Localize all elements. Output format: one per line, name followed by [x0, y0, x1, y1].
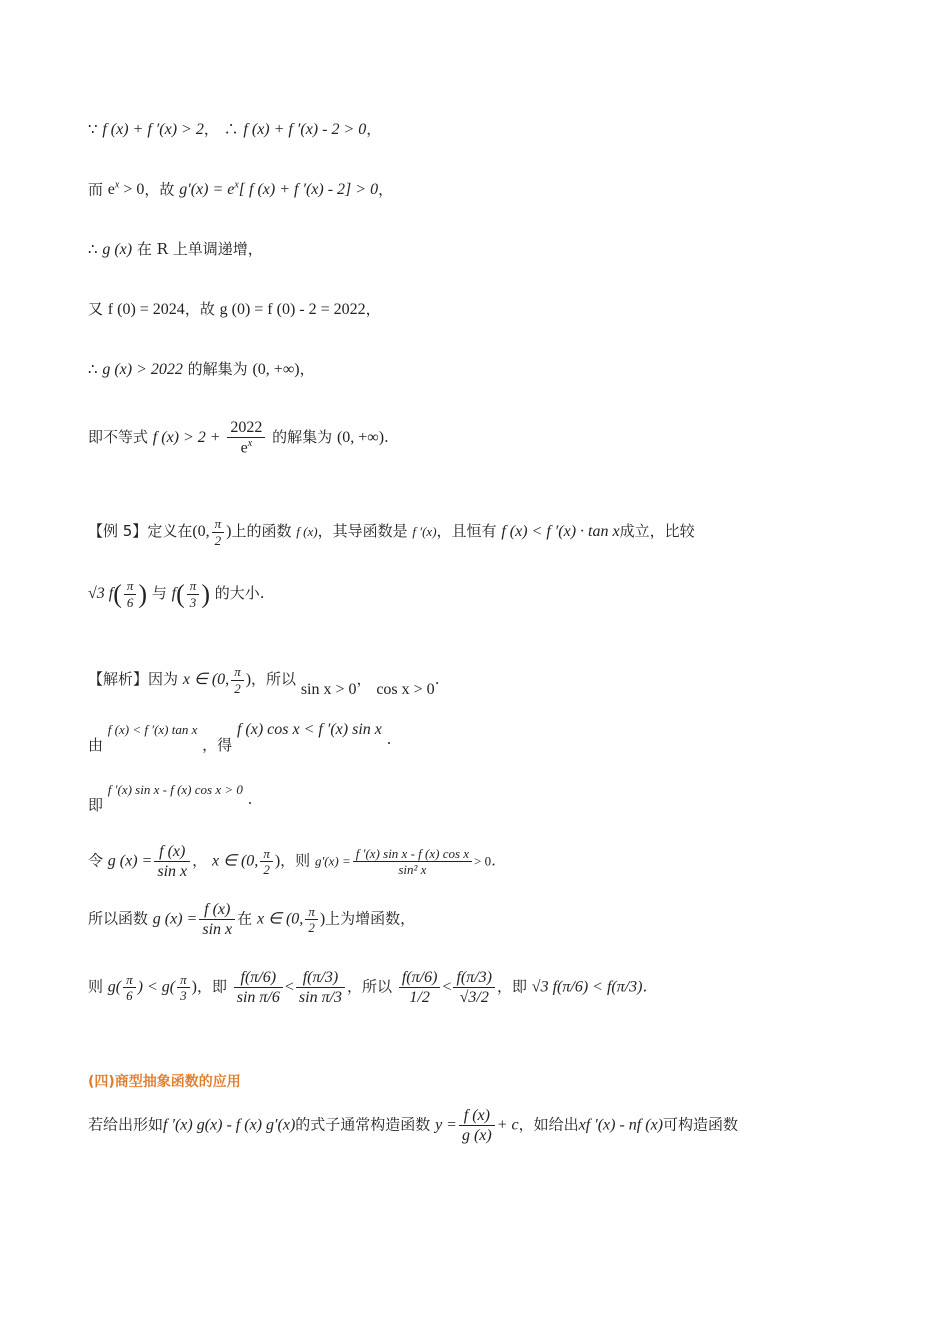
fraction: $\frac{\pi}{2}$: [305, 904, 318, 936]
fraction: $\frac{\pi}{3}$: [177, 972, 190, 1004]
text-line-4: [88, 300, 381, 319]
fraction: $\frac{\pi}{6}$: [124, 578, 137, 610]
math-expression: √3 f(π/6) < f(π/3): [531, 978, 643, 996]
math-expression: f ′(x) g(x) - f (x) g′(x): [163, 1116, 296, 1134]
text-line-1: [88, 120, 381, 139]
text: ，且恒有: [436, 522, 497, 541]
punctuation: ，: [378, 180, 394, 199]
math-expression: ): [226, 523, 232, 541]
math-expression: (0, +∞): [336, 428, 385, 446]
math-expression: g (x) > 2022: [102, 361, 183, 378]
fraction: $\frac{\text{f ′(x) sin x - f (x) cos x}}{\text{sin² x}}$: [353, 846, 472, 878]
solution-line-2: [88, 720, 392, 754]
text: ，其导函数是: [317, 522, 408, 541]
math-expression: f (x) > 2 +: [152, 428, 221, 446]
fraction: $\frac{\pi}{6}$: [123, 972, 136, 1004]
math-expression: (0, +∞): [252, 361, 300, 378]
text: 可构造函数: [663, 1115, 739, 1134]
math-expression: ): [245, 671, 252, 689]
text: 的式子通常构造函数: [295, 1115, 431, 1134]
text: ，如给出: [518, 1115, 579, 1134]
text: ，所以: [251, 670, 297, 689]
fraction: $\frac{f (x)}{g (x)}$: [459, 1106, 495, 1145]
text: ，得: [202, 736, 233, 754]
therefore-symbol: ∴: [223, 120, 239, 138]
math-expression: f (x) < f ′(x) tan x: [107, 722, 198, 737]
text: ，即: [497, 977, 528, 996]
text-line-15: [88, 1106, 738, 1145]
example-label: 【例 5】: [88, 522, 148, 541]
text: 又: [88, 300, 104, 318]
solution-line-5: [88, 900, 415, 939]
text: 上为增函数，: [325, 909, 416, 928]
punctuation: .: [434, 670, 440, 689]
text: 上的函数: [231, 522, 292, 541]
math-expression: g (0) = f (0) - 2 = 2022: [219, 301, 366, 318]
math-expression: y =: [435, 1116, 457, 1134]
math-expression: cos x > 0: [376, 681, 435, 699]
math-expression: g (x): [102, 241, 133, 258]
math-expression: x ∈ (0,: [256, 910, 304, 928]
therefore-symbol: ∴: [88, 360, 98, 378]
punctuation: .: [386, 730, 392, 748]
math-expression: $e^x > 0$: [107, 180, 145, 199]
fraction: $\frac{\pi}{2}$: [231, 664, 244, 696]
punctuation: ，: [356, 670, 372, 689]
text: 的大小.: [214, 584, 265, 603]
text: ，即: [196, 977, 227, 996]
fraction: $\frac{2022}{e^x}$: [227, 418, 265, 458]
example-5-statement: [88, 516, 695, 548]
text: 与: [151, 584, 167, 603]
text-line-6: [88, 418, 389, 458]
text: 而: [88, 180, 104, 199]
math-expression: $g'(x) = e^x$[ f (x) + f ′(x) - 2] > 0: [179, 180, 379, 199]
solution-line-4: [88, 842, 496, 881]
punctuation: .: [642, 977, 648, 996]
fraction: $\frac{f(\pi/6)}{1/2}$: [399, 968, 441, 1007]
math-expression: ): [319, 910, 326, 928]
punctuation: ，: [365, 300, 381, 318]
text: 在: [237, 909, 253, 928]
text: 定义在: [147, 522, 193, 541]
fraction: $\frac{\pi}{2}$: [260, 846, 273, 878]
math-expression: f (x) + f ′(x) - 2 > 0: [243, 121, 367, 138]
math-expression: ): [274, 852, 281, 870]
math-expression: f ′(x) sin x - f (x) cos x > 0: [107, 782, 243, 797]
math-expression: xf ′(x) - nf (x): [578, 1116, 663, 1134]
math-expression: ) < g(: [137, 978, 176, 996]
math-expression: x ∈ (0,: [182, 671, 230, 689]
text: 成立，比较: [619, 522, 695, 541]
because-symbol: ∵: [88, 120, 98, 138]
text-line-8: √3 f( $\frac{\pi}{6}$ ) 与 f( $\frac{\pi}{3}$ ) 的大小.: [88, 578, 265, 610]
punctuation: .: [247, 790, 253, 808]
punctuation: ，: [299, 360, 315, 378]
text: 令: [88, 851, 104, 870]
fraction: $\frac{f(\pi/3)}{√3/2}$: [453, 968, 495, 1007]
math-expression: ): [191, 978, 197, 996]
fraction: $\frac{f(\pi/6)}{\text{sin π/6}}$: [234, 968, 283, 1007]
math-expression: f: [171, 585, 177, 603]
text-line-2: [88, 180, 393, 200]
text: 的解集为: [187, 360, 248, 378]
solution-label: 【解析】: [88, 670, 149, 689]
text: ，所以: [347, 977, 393, 996]
math-expression: + c: [496, 1116, 519, 1134]
text-line-5: [88, 360, 315, 379]
text: 所以函数: [88, 909, 149, 928]
text: 因为: [148, 670, 179, 689]
fraction: $\frac{f (x)}{\text{sin x}}$: [199, 900, 235, 939]
solution-line-1: [88, 664, 440, 699]
fraction: $\frac{f(\pi/3)}{\text{sin π/3}}$: [296, 968, 345, 1007]
text: 即不等式: [88, 427, 149, 446]
text: 的解集为: [272, 427, 333, 446]
text-line-3: [88, 240, 263, 259]
math-symbol: <: [442, 978, 452, 996]
text: 在 R 上单调递增，: [136, 240, 263, 258]
text: 则: [88, 977, 104, 996]
text: 由: [88, 736, 104, 754]
math-expression: g (x) =: [152, 910, 198, 928]
math-expression: (0,: [192, 523, 210, 541]
text: ，故: [184, 300, 215, 318]
math-expression: sin x > 0: [300, 681, 357, 699]
fraction: $\frac{\pi}{2}$: [212, 516, 225, 548]
punctuation: .: [491, 851, 496, 870]
punctuation: ，: [366, 120, 382, 138]
fraction: $\frac{\pi}{3}$: [187, 578, 200, 610]
math-expression: f (x) < f ′(x) · tan x: [501, 523, 620, 541]
math-expression: f (x) cos x < f ′(x) sin x: [236, 721, 382, 738]
text: ，故: [144, 180, 175, 199]
fraction: $\frac{f (x)}{\text{sin x}}$: [154, 842, 190, 881]
math-expression: g(: [107, 978, 122, 996]
text: ，: [192, 851, 208, 870]
math-expression: f (x): [296, 524, 318, 540]
math-symbol: <: [284, 978, 294, 996]
solution-line-3: [88, 780, 253, 814]
text: 若给出形如: [88, 1115, 164, 1134]
therefore-symbol: ∴: [88, 240, 98, 258]
solution-line-6: [88, 968, 647, 1007]
text: ，则: [280, 851, 311, 870]
math-expression: g′(x) =: [314, 853, 351, 869]
text: 即: [88, 796, 104, 814]
math-expression: f (0) = 2024: [107, 301, 185, 318]
math-expression: √3 f: [88, 585, 114, 603]
math-expression: g (x) =: [107, 852, 153, 870]
punctuation: .: [384, 427, 389, 446]
section-heading: (四)商型抽象函数的应用: [88, 1074, 241, 1090]
math-expression: > 0: [474, 853, 492, 869]
math-expression: f ′(x): [412, 524, 437, 540]
math-expression: x ∈ (0,: [211, 852, 259, 870]
punctuation: ，: [203, 120, 219, 138]
math-expression: f (x) + f ′(x) > 2: [102, 121, 204, 138]
